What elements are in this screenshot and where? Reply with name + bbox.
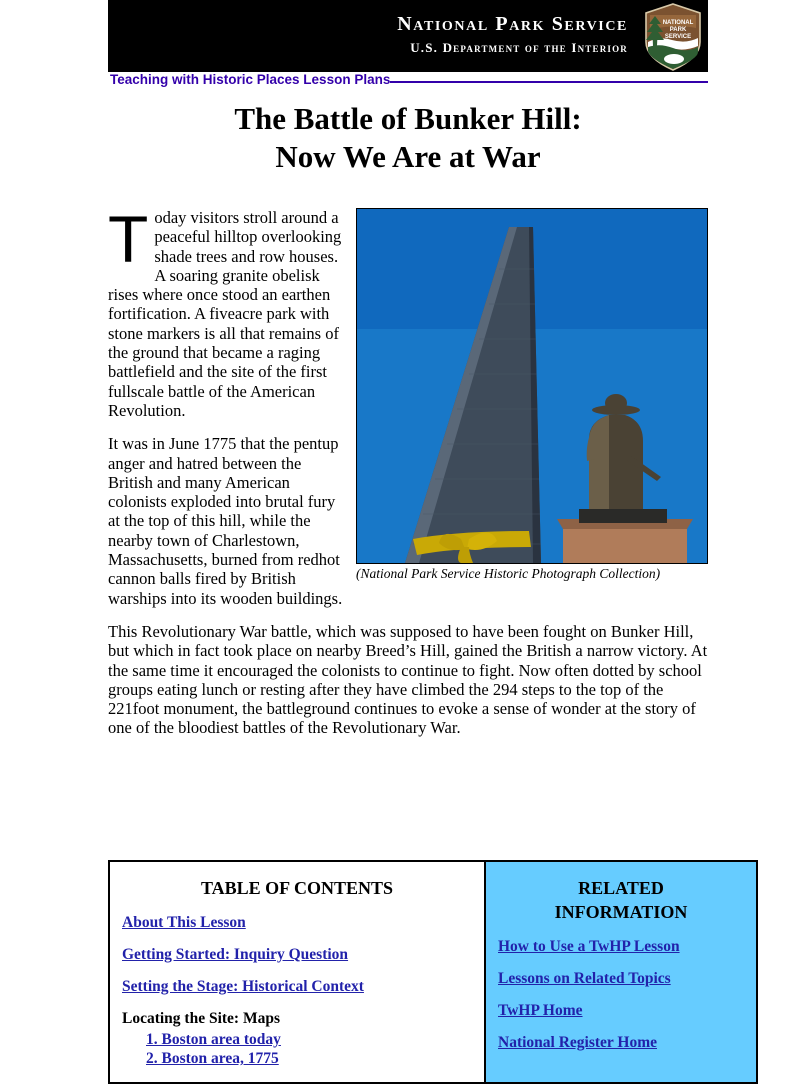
related-heading bbox=[498, 876, 744, 924]
related-heading-line1: RELATED bbox=[578, 878, 664, 898]
twhp-divider-rule bbox=[390, 81, 708, 83]
photo-caption: (National Park Service Historic Photograph Collection) bbox=[356, 566, 661, 581]
paragraph-2: It was in June 1775 that the pentup anger and hatred between the British and many American colonists exploded into brutal fury at the top of this hill, while the nearby town of Charlestown, Massachusetts, burned from redhot cannon balls fired by British warships into its wooden buildings. bbox=[108, 434, 343, 608]
toc-link-about-this-lesson[interactable]: About This Lesson bbox=[122, 914, 246, 931]
nps-arrowhead-icon[interactable] bbox=[638, 2, 708, 72]
page-title-line1: The Battle of Bunker Hill: bbox=[234, 101, 582, 136]
twhp-subbanner bbox=[110, 70, 708, 90]
department-name: U.S. Department of the Interior bbox=[410, 40, 628, 55]
bunker-hill-monument-photo bbox=[356, 208, 708, 564]
toc-heading: TABLE OF CONTENTS bbox=[200, 878, 394, 898]
related-link-national-register-home[interactable]: National Register Home bbox=[498, 1034, 657, 1051]
page-title-line2: Now We Are at War bbox=[275, 139, 541, 174]
svg-text:PARK: PARK bbox=[669, 27, 687, 33]
toc-sublink-boston-area-today[interactable]: 1. Boston area today bbox=[146, 1031, 281, 1048]
svg-text:NATIONAL: NATIONAL bbox=[662, 20, 694, 26]
related-link-lessons-on-related-topics[interactable]: Lessons on Related Topics bbox=[498, 970, 671, 987]
nps-banner-text bbox=[397, 12, 628, 57]
toc-group-locating-the-site: Locating the Site: Maps bbox=[122, 1010, 281, 1027]
related-information-cell bbox=[485, 861, 757, 1083]
toc-link-getting-started[interactable]: Getting Started: Inquiry Question bbox=[122, 946, 349, 963]
table-of-contents-cell bbox=[109, 861, 485, 1083]
agency-name: National Park Service bbox=[397, 13, 628, 35]
article-body bbox=[108, 202, 708, 752]
photo-figure bbox=[356, 208, 708, 581]
paragraph-1: Today visitors stroll around a peaceful hilltop overlooking shade trees and row houses. A soaring granite obelisk rises where once stood an earthen fortification. A fiveacre park with stone markers is all that remains of the ground that became a raging battlefield and the site of the first fullscale battle of the American Revolution. bbox=[108, 202, 342, 420]
related-heading-line2: INFORMATION bbox=[554, 902, 688, 922]
table-row bbox=[109, 861, 757, 1083]
page-title bbox=[108, 100, 708, 176]
toc-link-setting-the-stage[interactable]: Setting the Stage: Historical Context bbox=[122, 978, 364, 995]
related-link-how-to-use-twhp-lesson[interactable]: How to Use a TwHP Lesson bbox=[498, 938, 680, 955]
svg-text:SERVICE: SERVICE bbox=[664, 34, 692, 40]
bottom-nav-table bbox=[108, 860, 758, 1084]
nps-banner bbox=[108, 0, 708, 72]
paragraph-3: This Revolutionary War battle, which was supposed to have been fought on Bunker Hill, but which in fact took place on nearby Breed’s Hill, gained the British a narrow victory. At the same time it encouraged the colonists to continue to fight. Now often dotted by school groups eating lunch or resting after they have climbed the 294 steps to the top of the 221foot monument, the battleground continues to evoke a sense of wonder at the story of one of the bloodiest battles of the Revolutionary War. bbox=[108, 621, 708, 738]
related-link-twhp-home[interactable]: TwHP Home bbox=[498, 1002, 583, 1019]
twhp-label: Teaching with Historic Places Lesson Plans bbox=[110, 72, 391, 87]
toc-sublink-boston-area-1775[interactable]: 2. Boston area, 1775 bbox=[146, 1050, 279, 1067]
